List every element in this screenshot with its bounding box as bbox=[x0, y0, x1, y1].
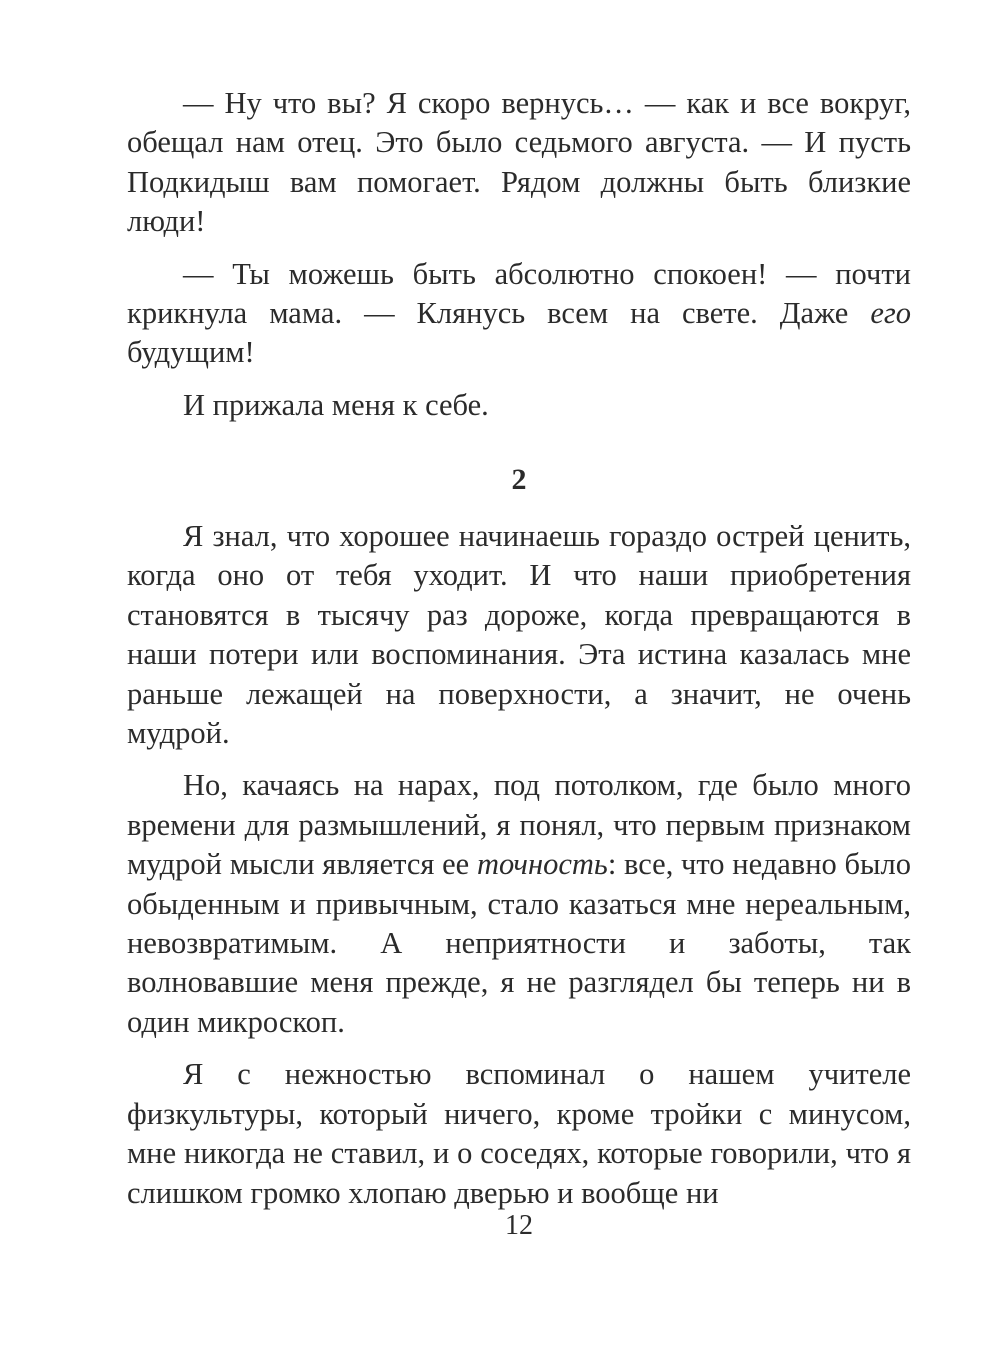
paragraph bbox=[127, 1055, 911, 1213]
paragraph bbox=[127, 84, 911, 242]
paragraph bbox=[127, 517, 911, 753]
paragraph-text: будущим! bbox=[127, 335, 255, 370]
book-page bbox=[127, 84, 911, 1210]
paragraph bbox=[127, 386, 911, 425]
italic-emphasis: его bbox=[870, 296, 911, 331]
section-2-text bbox=[127, 517, 911, 1213]
paragraph bbox=[127, 255, 911, 373]
section-number: 2 bbox=[511, 463, 527, 496]
paragraph-text: Но, качаясь на нарах, под потолком, где было много времени для размышлений, я понял, что первым признаком мудрой мысли является ее bbox=[127, 768, 911, 882]
paragraph bbox=[127, 766, 911, 1042]
paragraph-text: Я знал, что хорошее начинаешь гораздо острей ценить, когда оно от тебя уходит. И что наши приобретения становятся в тысячу раз дороже, когда превращаются в наши потери или воспоминания. Эта истина казалась мне раньше лежащей на поверхности, а значит, не очень мудрой. bbox=[127, 519, 911, 751]
paragraph-text: — Ты можешь быть абсолютно спокоен! — почти крикнула мама. — Клянусь всем на свете. Даже bbox=[127, 256, 911, 331]
paragraph-text: И прижала меня к себе. bbox=[183, 387, 489, 422]
page-number: 12 bbox=[505, 1210, 533, 1241]
italic-emphasis: точность bbox=[476, 847, 608, 882]
section-1-text bbox=[127, 84, 911, 425]
paragraph-text: — Ну что вы? Я скоро вернусь… — как и все вокруг, обещал нам отец. Это было седьмого августа. — И пусть Подкидыш вам помогает. Рядом должны быть близкие люди! bbox=[127, 86, 911, 239]
paragraph-text: : все, что недавно было обыденным и привычным, стало казаться мне нереальным, невозвратимым. А неприятности и заботы, так волновавшие меня прежде, я не разглядел бы теперь ни в один микроскоп. bbox=[127, 847, 911, 1039]
paragraph-text: Я с нежностью вспоминал о нашем учителе физкультуры, который ничего, кроме тройки с минусом, мне никогда не ставил, и о соседях, которые говорили, что я слишком громко хлопаю дверью и вообще ни bbox=[127, 1057, 911, 1210]
